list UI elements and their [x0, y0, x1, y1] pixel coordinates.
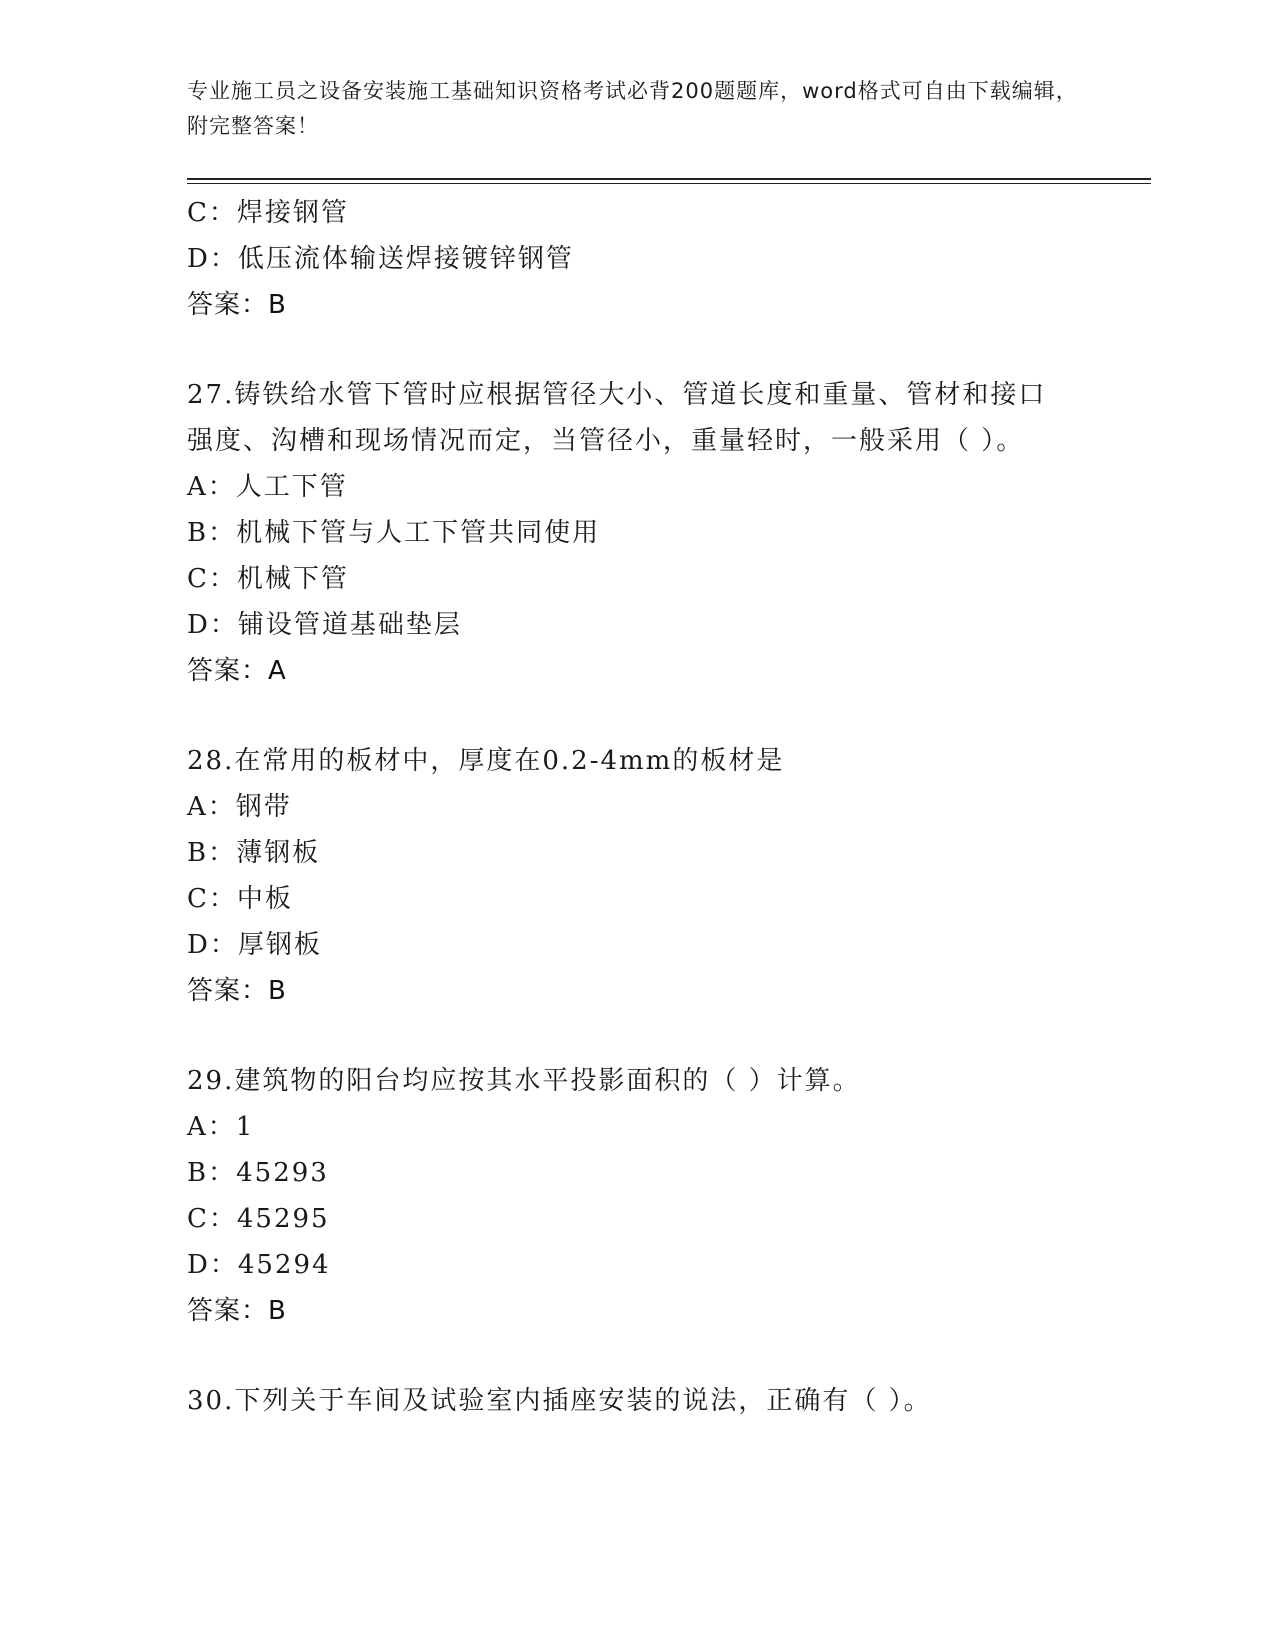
option-a: A：1 [187, 1112, 255, 1142]
option-a: A：人工下管 [187, 472, 348, 502]
spacer [187, 1334, 1107, 1378]
answer-text: 答案：B [187, 1296, 287, 1326]
option-d: D：45294 [187, 1250, 331, 1280]
option-b: B：机械下管与人工下管共同使用 [187, 518, 601, 548]
answer-text: 答案：B [187, 290, 287, 320]
header-divider-thin [187, 183, 1151, 184]
question-stem: 27.铸铁给水管下管时应根据管径大小、管道长度和重量、管材和接口强度、沟槽和现场情况而定，当管径小，重量轻时，一般采用（ ）。 [187, 380, 1047, 456]
option-c: C：机械下管 [187, 564, 349, 594]
question-28 [187, 738, 1107, 1014]
question-29 [187, 1058, 1107, 1334]
spacer [187, 694, 1107, 738]
option-c: C：焊接钢管 [187, 198, 349, 228]
question-30 [187, 1378, 1107, 1424]
option-b: B：45293 [187, 1158, 329, 1188]
option-b: B：薄钢板 [187, 838, 321, 868]
question-26-continued [187, 190, 1107, 328]
option-c: C：中板 [187, 884, 293, 914]
option-d: D：铺设管道基础垫层 [187, 610, 462, 640]
question-list [187, 190, 1107, 1424]
answer-text: 答案：B [187, 976, 287, 1006]
question-27 [187, 372, 1107, 694]
question-stem: 29.建筑物的阳台均应按其水平投影面积的（ ）计算。 [187, 1066, 861, 1096]
option-a: A：钢带 [187, 792, 292, 822]
answer-text: 答案：A [187, 656, 287, 686]
question-stem: 30.下列关于车间及试验室内插座安装的说法，正确有（ ）。 [187, 1386, 932, 1416]
header-divider-thick [187, 178, 1151, 180]
option-c: C：45295 [187, 1204, 330, 1234]
option-d: D：低压流体输送焊接镀锌钢管 [187, 244, 574, 274]
question-stem: 28.在常用的板材中，厚度在0.2-4mm的板材是 [187, 746, 785, 776]
document-header-title: 专业施工员之设备安装施工基础知识资格考试必背200题题库，word格式可自由下载编辑，附完整答案！ [187, 79, 1078, 138]
spacer [187, 328, 1107, 372]
option-d: D：厚钢板 [187, 930, 322, 960]
spacer [187, 1014, 1107, 1058]
